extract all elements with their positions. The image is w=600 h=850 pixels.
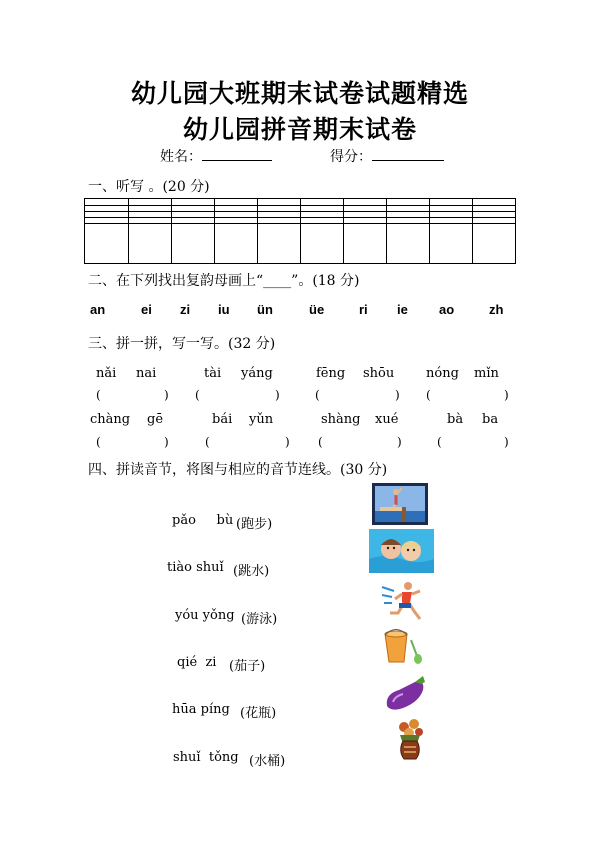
answer-paren-close: ) [397,435,402,449]
pinyin-syllable: ba [482,412,499,427]
answer-paren-open: ( [195,388,200,402]
match-item-hanzi: (跑步) [236,517,273,532]
answer-paren-close: ) [164,435,169,449]
grid-line [214,199,215,263]
answer-paren-open: ( [315,388,320,402]
pinyin-syllable: nai [136,366,157,381]
grid-line [429,199,430,263]
section2-heading: 二、在下列找出复韵母画上“____”。(18 分) [88,273,360,289]
dictation-grid [84,198,516,264]
grid-line [343,199,344,263]
syllable-item: ei [141,302,152,317]
answer-paren-open: ( [426,388,431,402]
section3-heading: 三、拼一拼，写一写。(32 分) [88,336,276,352]
answer-paren-close: ) [285,435,290,449]
answer-paren-open: ( [96,388,101,402]
answer-paren-close: ) [164,388,169,402]
match-item-hanzi: (跳水) [233,564,270,579]
pinyin-syllable: bà [447,412,464,427]
syllable-item: an [90,302,106,317]
pinyin-syllable: mǐn [474,366,499,381]
syllable-item: ri [359,302,368,317]
running-picture [380,579,426,623]
grid-line [171,199,172,263]
pinyin-syllable: fēng [316,366,346,381]
grid-line [386,199,387,263]
name-blank [202,148,272,161]
pinyin-syllable: nóng [426,366,459,381]
flower-vase-picture [394,717,426,761]
syllable-item: ün [257,302,273,317]
syllable-item: zi [180,302,191,317]
score-blank [372,148,444,161]
match-item-hanzi: (水桶) [249,754,286,769]
swimming-picture [369,529,434,573]
score-label: 得分： [330,149,372,165]
pinyin-syllable: tài [204,366,222,381]
match-item-pinyin: shuǐ tǒng [173,750,239,765]
answer-paren-open: ( [205,435,210,449]
score-field [330,146,444,166]
pinyin-syllable: gē [147,412,164,427]
bucket-picture [381,626,423,666]
syllable-item: zh [489,302,504,317]
syllable-item: iu [218,302,230,317]
pinyin-syllable: yáng [241,366,273,381]
pinyin-syllable: yǔn [249,412,274,427]
pinyin-syllable: chàng [90,412,131,427]
eggplant-picture [383,672,429,712]
section4-heading: 四、拼读音节，将图与相应的音节连线。(30 分) [88,462,388,478]
pinyin-syllable: xué [375,412,399,427]
match-item-hanzi: (游泳) [241,612,278,627]
syllable-item: ao [439,302,455,317]
answer-paren-close: ) [504,388,509,402]
answer-paren-close: ) [395,388,400,402]
answer-paren-open: ( [437,435,442,449]
section1-heading: 一、听写 。(20 分) [88,179,210,195]
match-item-pinyin: tiào shuǐ [167,560,224,575]
pinyin-syllable: bái [212,412,233,427]
page-subtitle: 幼儿园拼音期末试卷 [182,115,417,144]
match-item-hanzi: (花瓶) [240,706,277,721]
answer-paren-close: ) [504,435,509,449]
match-item-hanzi: (茄子) [229,659,266,674]
answer-paren-open: ( [96,435,101,449]
match-item-pinyin: yóu yǒng [175,608,235,623]
match-item-pinyin: hūa píng [172,702,230,717]
grid-line [128,199,129,263]
answer-paren-open: ( [318,435,323,449]
match-item-pinyin: qié zi [177,655,217,670]
match-item-pinyin: pǎo bù [172,513,234,528]
pinyin-syllable: nǎi [96,366,117,381]
page-title: 幼儿园大班期末试卷试题精选 [130,79,469,108]
name-label: 姓名： [160,149,202,165]
syllable-item: üe [309,302,325,317]
pinyin-syllable: shàng [321,412,361,427]
grid-line [472,199,473,263]
name-field [160,146,272,166]
syllable-item: ie [397,302,408,317]
grid-line [300,199,301,263]
pinyin-syllable: shōu [363,366,395,381]
answer-paren-close: ) [275,388,280,402]
grid-line [257,199,258,263]
diving-picture [372,483,428,525]
